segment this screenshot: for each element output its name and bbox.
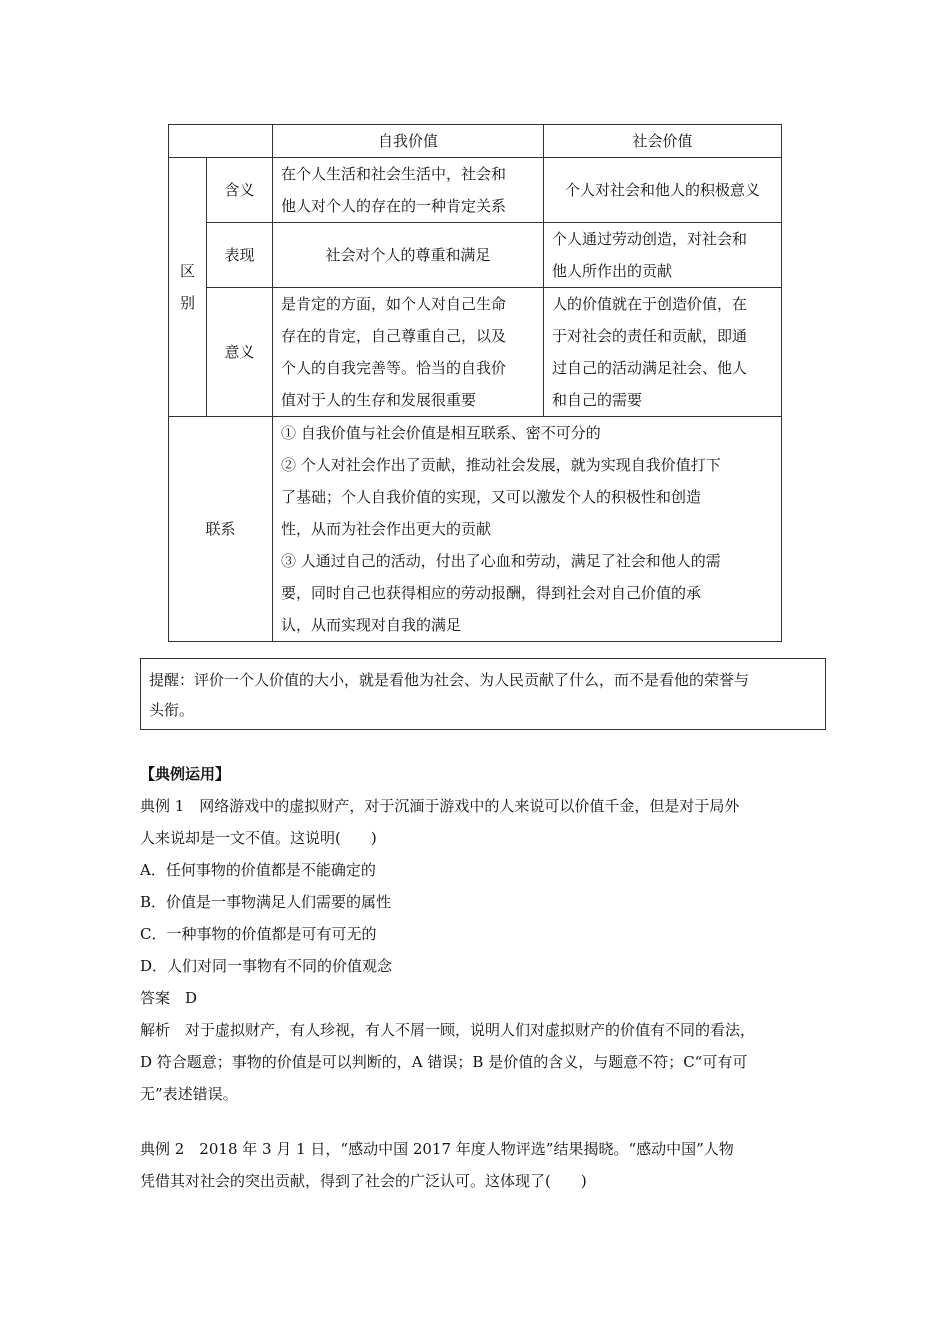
cell-line: 过自己的活动满足社会、他人 xyxy=(552,359,748,377)
cell-line: 值对于人的生存和发展很重要 xyxy=(281,391,477,409)
cell-self-significance xyxy=(273,288,544,417)
example1-analysis-line: D 符合题意；事物的价值是可以判断的，A 错误；B 是价值的含义，与题意不符；C“可有可 xyxy=(140,1053,748,1071)
table-header-row xyxy=(169,125,782,158)
example2-stem-line: 凭借其对社会的突出贡献，得到了社会的广泛认可。这体现了( ) xyxy=(140,1172,587,1190)
example1-option-a: A．任何事物的价值都是不能确定的 xyxy=(140,861,376,879)
difference-group-label xyxy=(169,158,207,417)
cell-social-meaning: 个人对社会和他人的积极意义 xyxy=(544,158,782,223)
cell-line: 人的价值就在于创造价值，在 xyxy=(552,295,748,313)
examples-section xyxy=(140,758,830,1110)
example1-analysis-line: 无”表述错误。 xyxy=(140,1085,238,1103)
cell-social-significance xyxy=(544,288,782,417)
cell-social-manifestation xyxy=(544,223,782,288)
section-heading: 【典例运用】 xyxy=(140,765,231,783)
header-social-value: 社会价值 xyxy=(544,125,782,158)
cell-line: 性，从而为社会作出更大的贡献 xyxy=(281,520,492,538)
cell-line: 个人的自我完善等。恰当的自我价 xyxy=(281,359,507,377)
example2-section xyxy=(140,1133,830,1197)
cell-line: 要，同时自己也获得相应的劳动报酬，得到社会对自己价值的承 xyxy=(281,584,702,602)
cell-line: 了基础；个人自我价值的实现，又可以激发个人的积极性和创造 xyxy=(281,488,702,506)
value-comparison-table xyxy=(168,124,782,642)
cell-line: 于对社会的责任和贡献，即通 xyxy=(552,327,748,345)
table-row xyxy=(169,223,782,288)
row-label-significance: 意义 xyxy=(207,288,273,417)
example1-analysis-line: 解析 对于虚拟财产，有人珍视，有人不屑一顾，说明人们对虚拟财产的价值有不同的看法， xyxy=(140,1021,756,1039)
cell-line: 是肯定的方面，如个人对自己生命 xyxy=(281,295,507,313)
reminder-box xyxy=(140,658,826,730)
row-label-manifestation: 表现 xyxy=(207,223,273,288)
group-label-char: 别 xyxy=(179,294,195,312)
table-row xyxy=(169,417,782,642)
cell-line: 他人所作出的贡献 xyxy=(552,262,673,280)
example1-option-d: D．人们对同一事物有不同的价值观念 xyxy=(140,957,393,975)
example1-stem-line: 典例 1 网络游戏中的虚拟财产，对于沉湎于游戏中的人来说可以价值千金，但是对于局外 xyxy=(140,797,740,815)
example1-option-c: C．一种事物的价值都是可有可无的 xyxy=(140,925,377,943)
header-self-value: 自我价值 xyxy=(273,125,544,158)
cell-line: 个人通过劳动创造，对社会和 xyxy=(552,230,748,248)
cell-line: ① 自我价值与社会价值是相互联系、密不可分的 xyxy=(281,424,601,442)
cell-line: 他人对个人的存在的一种肯定关系 xyxy=(281,197,507,215)
example1-stem-line: 人来说却是一文不值。这说明( ) xyxy=(140,829,377,847)
cell-line: 认，从而实现对自我的满足 xyxy=(281,616,462,634)
group-label-char: 区 xyxy=(179,262,195,280)
cell-line: 存在的肯定，自己尊重自己，以及 xyxy=(281,327,507,345)
cell-self-manifestation: 社会对个人的尊重和满足 xyxy=(273,223,544,288)
row-label-connection: 联系 xyxy=(169,417,273,642)
cell-connection xyxy=(273,417,782,642)
cell-line: 和自己的需要 xyxy=(552,391,643,409)
cell-line: 在个人生活和社会生活中，社会和 xyxy=(281,165,507,183)
example1-answer: 答案 D xyxy=(140,989,198,1007)
example1-option-b: B．价值是一事物满足人们需要的属性 xyxy=(140,893,392,911)
cell-self-meaning xyxy=(273,158,544,223)
cell-line: ③ 人通过自己的活动，付出了心血和劳动，满足了社会和他人的需 xyxy=(281,552,721,570)
cell-line: ② 个人对社会作出了贡献，推动社会发展，就为实现自我价值打下 xyxy=(281,456,721,474)
reminder-line: 头衔。 xyxy=(149,701,195,719)
example2-stem-line: 典例 2 2018 年 3 月 1 日，“感动中国 2017 年度人物评选”结果揭晓。“感动中国”人物 xyxy=(140,1140,734,1158)
table-row xyxy=(169,288,782,417)
table-corner-cell xyxy=(169,125,273,158)
row-label-meaning: 含义 xyxy=(207,158,273,223)
table-row xyxy=(169,158,782,223)
reminder-line: 提醒：评价一个人价值的大小，就是看他为社会、为人民贡献了什么，而不是看他的荣誉与 xyxy=(149,671,750,689)
